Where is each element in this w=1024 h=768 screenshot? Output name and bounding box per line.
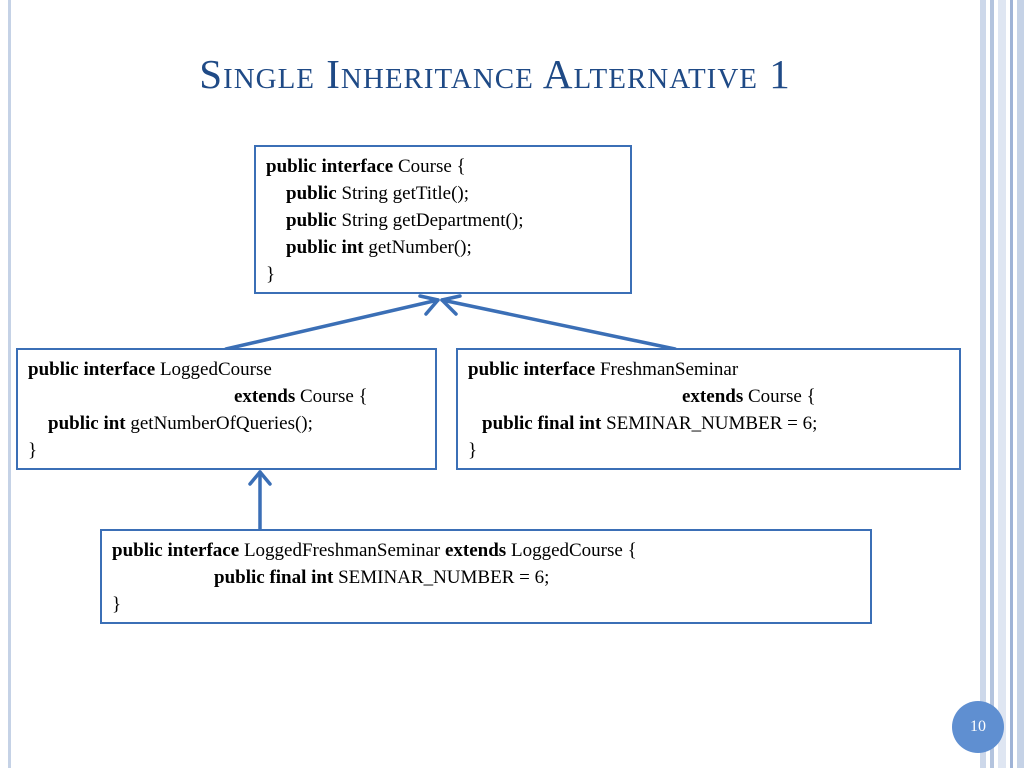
- slide-title: Single Inheritance Alternative 1: [199, 51, 791, 97]
- arrow-freshman-seminar-to-course: [442, 300, 675, 349]
- code-line: }: [112, 594, 122, 615]
- code-line: }: [28, 440, 38, 461]
- code-line: extends Course {: [682, 386, 816, 407]
- code-line: public interface LoggedCourse: [28, 359, 272, 380]
- logged-freshman-seminar-interface-box: [100, 529, 872, 624]
- code-line: public interface LoggedFreshmanSeminar extends LoggedCourse {: [112, 540, 637, 561]
- code-line: public int getNumberOfQueries();: [48, 413, 313, 434]
- page-number-badge: 10: [952, 701, 1004, 753]
- arrow-logged-course-to-course: [226, 300, 438, 349]
- code-line: public final int SEMINAR_NUMBER = 6;: [214, 567, 550, 588]
- logged-course-interface-box: [16, 348, 437, 470]
- code-line: }: [266, 264, 276, 285]
- course-interface-box: [254, 145, 632, 294]
- code-line: public interface Course {: [266, 156, 466, 177]
- code-line: public final int SEMINAR_NUMBER = 6;: [482, 413, 818, 434]
- code-line: public interface FreshmanSeminar: [468, 359, 739, 380]
- code-line: public String getDepartment();: [286, 210, 524, 231]
- freshman-seminar-interface-box: [456, 348, 961, 470]
- code-line: extends Course {: [234, 386, 368, 407]
- code-line: public String getTitle();: [286, 183, 470, 204]
- code-line: }: [468, 440, 478, 461]
- code-line: public int getNumber();: [286, 237, 472, 258]
